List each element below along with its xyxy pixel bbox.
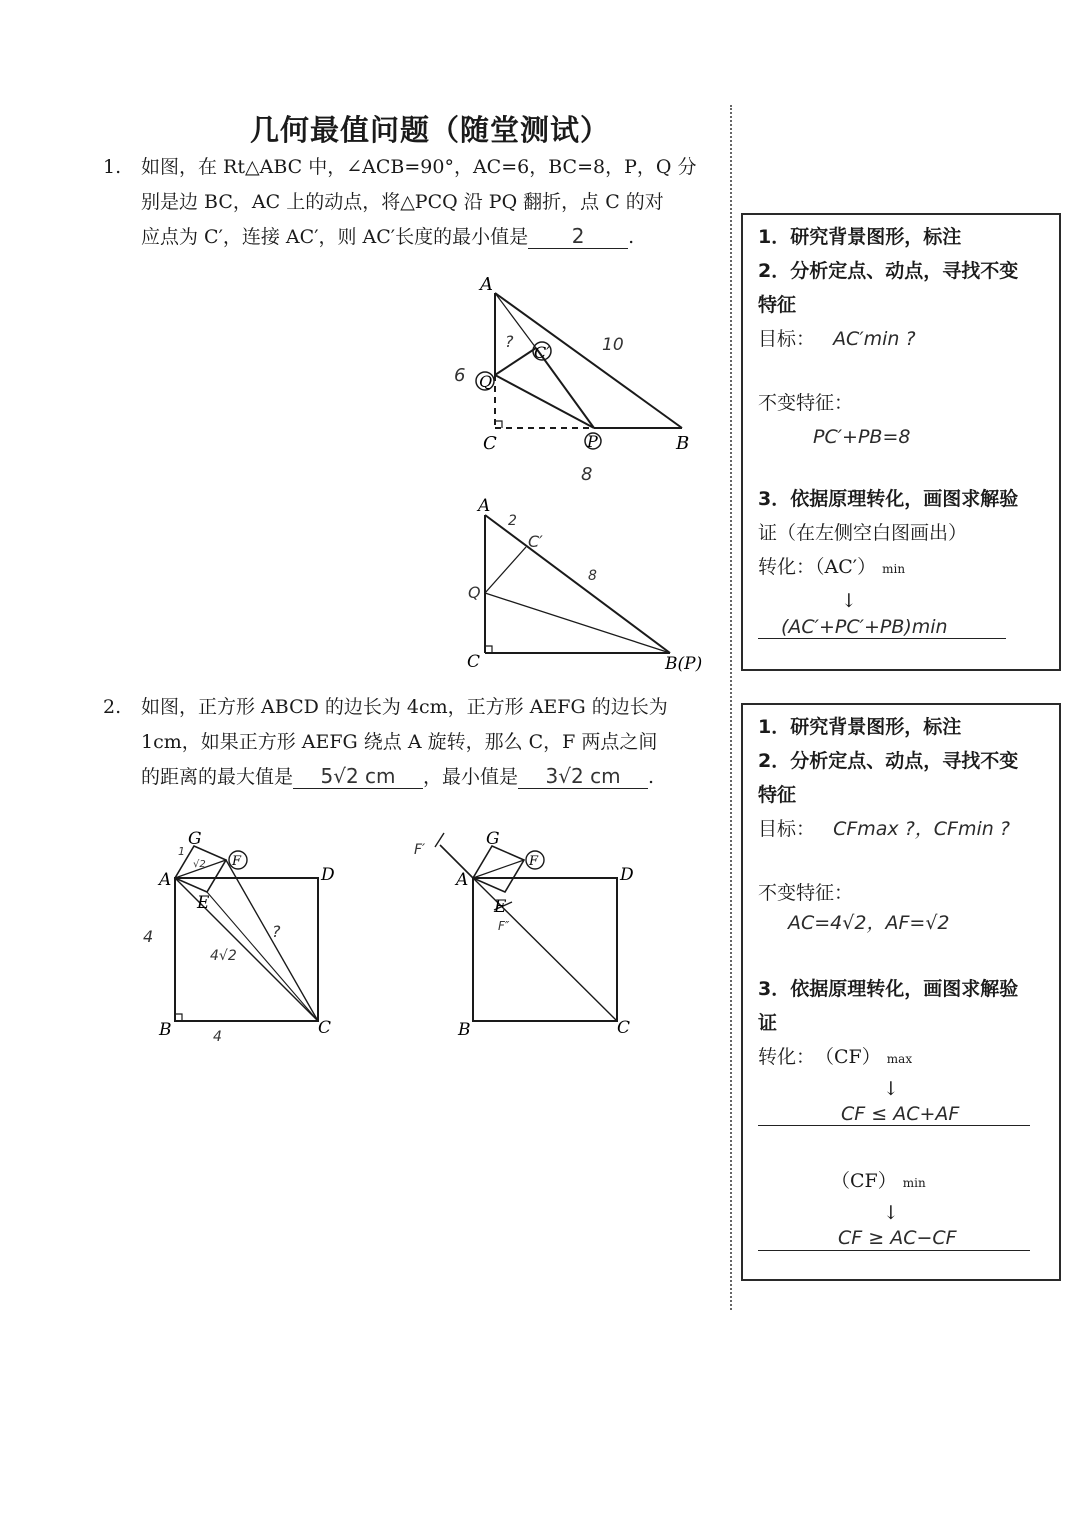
label-g: G [486, 829, 500, 849]
panel-2-step-2b: 特征 [758, 784, 797, 806]
segment-qc-prime [495, 348, 536, 375]
label-a: A [456, 870, 469, 890]
column-divider [730, 105, 732, 1310]
label-q: Q [479, 372, 493, 391]
panel-2-arrow-min: ↓ [883, 1202, 899, 1224]
page-title: 几何最值问题（随堂测试） [250, 113, 611, 147]
problem-1-text [141, 150, 696, 255]
panel-1-result-underline [758, 638, 1006, 639]
problem-2-answer-max: 5√2 cm [293, 764, 423, 789]
problem-2-line-3-suffix: . [648, 766, 655, 788]
panel-1-goal-value: AC′min ? [833, 328, 916, 350]
side-ab [495, 293, 682, 428]
problem-2-line-3 [141, 760, 668, 795]
label-c: C [617, 1018, 631, 1038]
segment-ac-prime [495, 293, 536, 348]
panel-2-invariant-label: 不变特征： [758, 882, 854, 904]
label-a: A [478, 496, 491, 516]
side-ab [485, 515, 670, 653]
panel-1-transform [758, 555, 905, 581]
side-label-bottom: 4 [213, 1029, 222, 1045]
panel-2-step-3a: 3．依据原理转化，画图求解验 [758, 978, 1019, 1000]
problem-1-line-2: 别是边 BC，AC 上的动点，将△PCQ 沿 PQ 翻折，点 C 的对 [141, 191, 664, 213]
label-d: D [620, 865, 634, 885]
panel-2-step-3b: 证 [758, 1012, 778, 1034]
panel-2-goal [758, 817, 1010, 841]
segment-af [473, 860, 524, 878]
label-c: C [483, 433, 497, 454]
segment-qb [485, 593, 670, 653]
label-f: F [529, 854, 539, 869]
problem-1-line-3 [141, 220, 696, 255]
panel-2-step-1: 1．研究背景图形，标注 [758, 716, 962, 738]
panel-2-transform-label: 转化： （CF） [758, 1046, 881, 1068]
unknown-mark: ? [272, 922, 281, 941]
panel-2-invariant-value: AC=4√2，AF=√2 [788, 912, 950, 934]
panel-2-min-label: （CF） [831, 1170, 897, 1192]
problem-1-figure-2 [460, 495, 710, 675]
panel-2-result-min-underline [758, 1250, 1030, 1251]
panel-2-goal-label: 目标： [758, 818, 816, 840]
label-b: B [676, 433, 690, 454]
panel-1-goal-label: 目标： [758, 328, 816, 350]
label-d: D [321, 865, 335, 885]
method-panel-2 [741, 703, 1061, 1281]
fold-line-pq [495, 375, 594, 428]
problem-2-text [141, 690, 668, 795]
label-p: P [587, 432, 598, 451]
problem-2-figure-2 [410, 820, 660, 1050]
panel-1-step-3a: 3．依据原理转化，画图求解验 [758, 488, 1019, 510]
label-f-double-prime: F″ [498, 919, 510, 933]
segment-label-8: 8 [588, 568, 597, 584]
problem-2-answer-min: 3√2 cm [518, 764, 648, 789]
method-panel-1 [741, 213, 1061, 671]
label-b: B [458, 1020, 471, 1040]
f-prime-tick [435, 833, 444, 847]
problem-2-line-3-prefix: 的距离的最大值是 [141, 766, 294, 788]
right-angle-mark [175, 1014, 182, 1021]
problem-2-line-2: 1cm，如果正方形 AEFG 绕点 A 旋转，那么 C，F 两点之间 [141, 731, 658, 753]
panel-2-arrow-max: ↓ [883, 1078, 899, 1100]
panel-2-min-sub: min [902, 1176, 926, 1190]
label-q: Q [468, 583, 481, 602]
segment-label-2: 2 [508, 513, 517, 529]
panel-1-goal [758, 327, 916, 351]
panel-1-transform-sub: min [882, 562, 906, 576]
label-e: E [197, 893, 210, 913]
label-c-prime: C′ [534, 343, 550, 362]
problem-1-line-3-prefix: 应点为 C′，连接 AC′，则 AC′长度的最小值是 [141, 226, 529, 248]
problem-1-figure-1 [450, 275, 710, 485]
label-c-prime: C′ [528, 532, 543, 551]
panel-2-step-2a: 2．分析定点、动点，寻找不变 [758, 750, 1019, 772]
panel-1-step-2a: 2．分析定点、动点，寻找不变 [758, 260, 1019, 282]
small-diagonal-label: √2 [193, 859, 206, 870]
label-e: E [494, 897, 507, 917]
label-c: C [318, 1018, 332, 1038]
problem-1-answer: 2 [528, 224, 628, 249]
problem-2-line-1: 如图，正方形 ABCD 的边长为 4cm，正方形 AEFG 的边长为 [141, 696, 668, 718]
problem-1-number: 1. [103, 156, 122, 178]
panel-2-transform [758, 1045, 912, 1071]
diagonal-label: 4√2 [210, 948, 237, 964]
right-angle-mark [485, 646, 492, 653]
unknown-mark: ? [505, 332, 514, 351]
panel-1-step-1: 1．研究背景图形，标注 [758, 226, 962, 248]
label-b: B [159, 1020, 172, 1040]
label-a: A [159, 870, 172, 890]
panel-2-goal-value: CFmax ?，CFmin ? [833, 818, 1010, 840]
problem-2-number: 2. [103, 696, 122, 718]
problem-2-figure-1 [135, 820, 365, 1050]
panel-2-transform-sub: max [886, 1052, 913, 1066]
panel-2-result-max: CF ≤ AC+AF [841, 1103, 960, 1125]
length-bc: 8 [581, 464, 593, 485]
problem-1 [103, 150, 723, 260]
panel-1-invariant-label: 不变特征： [758, 392, 854, 414]
panel-1-arrow: ↓ [841, 590, 857, 612]
length-ab: 10 [602, 335, 624, 355]
panel-1-step-2b: 特征 [758, 294, 797, 316]
label-f-prime: F′ [414, 842, 426, 858]
label-a: A [480, 274, 493, 295]
label-g: G [188, 829, 202, 849]
label-f: F [232, 854, 242, 869]
panel-1-invariant-value: PC′+PB=8 [813, 426, 911, 448]
length-ac: 6 [454, 365, 466, 386]
panel-1-result: (AC′+PC′+PB)min [781, 616, 948, 638]
problem-2-line-3-mid: ，最小值是 [423, 766, 519, 788]
problem-2 [103, 690, 723, 800]
label-b-p: B(P) [665, 654, 703, 674]
problem-1-line-1: 如图，在 Rt△ABC 中，∠ACB=90°，AC=6，BC=8，P，Q 分 [141, 156, 697, 178]
small-side-label: 1 [178, 845, 185, 858]
right-angle-mark [495, 421, 502, 428]
panel-2-result-min: CF ≥ AC−CF [838, 1227, 957, 1249]
panel-2-result-max-underline [758, 1125, 1030, 1126]
problem-1-line-3-suffix: . [628, 226, 635, 248]
panel-1-step-3b: 证（在左侧空白图画出） [758, 522, 968, 544]
label-c: C [467, 652, 481, 672]
side-label-left: 4 [143, 927, 154, 946]
panel-2-min [831, 1169, 926, 1195]
panel-1-transform-label: 转化：（AC′） [758, 556, 877, 578]
segment-qc-prime [485, 547, 526, 593]
